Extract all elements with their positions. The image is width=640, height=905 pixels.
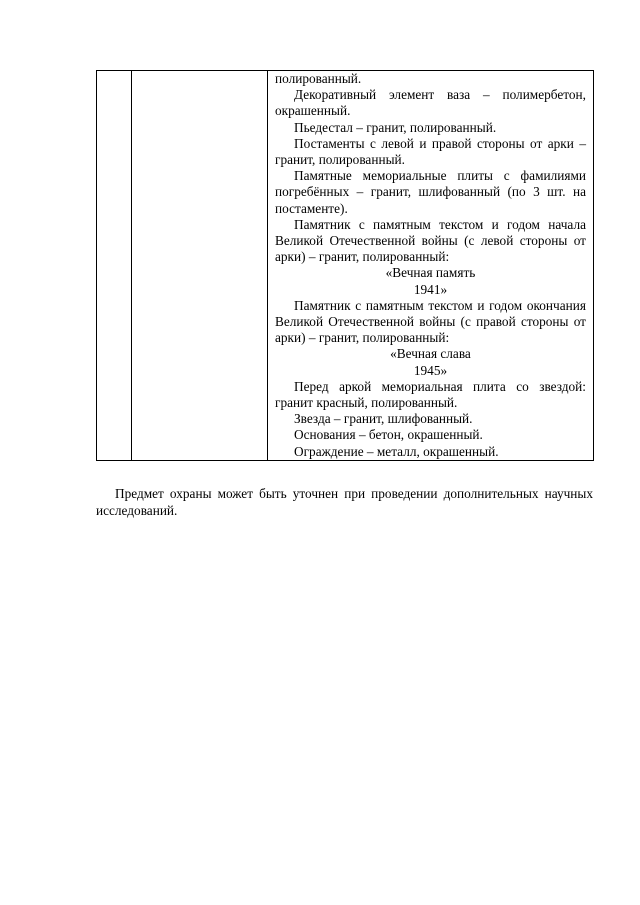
list-item: Декоративный элемент ваза – полимербетон, окрашенный.	[275, 87, 586, 119]
protection-subject-table	[96, 70, 594, 461]
list-item: Звезда – гранит, шлифованный.	[294, 411, 473, 427]
list-item: Памятник с памятным текстом и годом окончания Великой Отечественной войны (с правой стороны от арки) – гранит, полированный:	[275, 297, 586, 346]
number-cell	[97, 71, 132, 461]
continuation-text: полированный.	[275, 71, 362, 86]
list-item: Постаменты с левой и правой стороны от арки – гранит, полированный.	[275, 135, 586, 168]
list-item: Пьедестал – гранит, полированный.	[294, 119, 497, 135]
inscription-line: «Вечная память	[385, 265, 476, 281]
closing-note: Предмет охраны может быть уточнен при проведении дополнительных научных исследований.	[96, 486, 593, 518]
list-item: Основания – бетон, окрашенный.	[294, 427, 483, 443]
table-row	[97, 71, 594, 461]
list-item: Ограждение – металл, окрашенный.	[294, 443, 499, 459]
category-cell	[132, 71, 268, 461]
inscription-line: 1941»	[413, 281, 448, 297]
list-item: Перед аркой мемориальная плита со звездой: гранит красный, полированный.	[275, 378, 586, 411]
description-cell	[268, 71, 594, 461]
inscription-line: «Вечная слава	[390, 346, 471, 362]
list-item: Памятные мемориальные плиты с фамилиями погребённых – гранит, шлифованный (по 3 шт. на постаменте).	[275, 168, 586, 216]
list-item: Памятник с памятным текстом и годом начала Великой Отечественной войны (с левой стороны от арки) – гранит, полированный:	[275, 216, 586, 265]
inscription-line: 1945»	[413, 362, 448, 378]
